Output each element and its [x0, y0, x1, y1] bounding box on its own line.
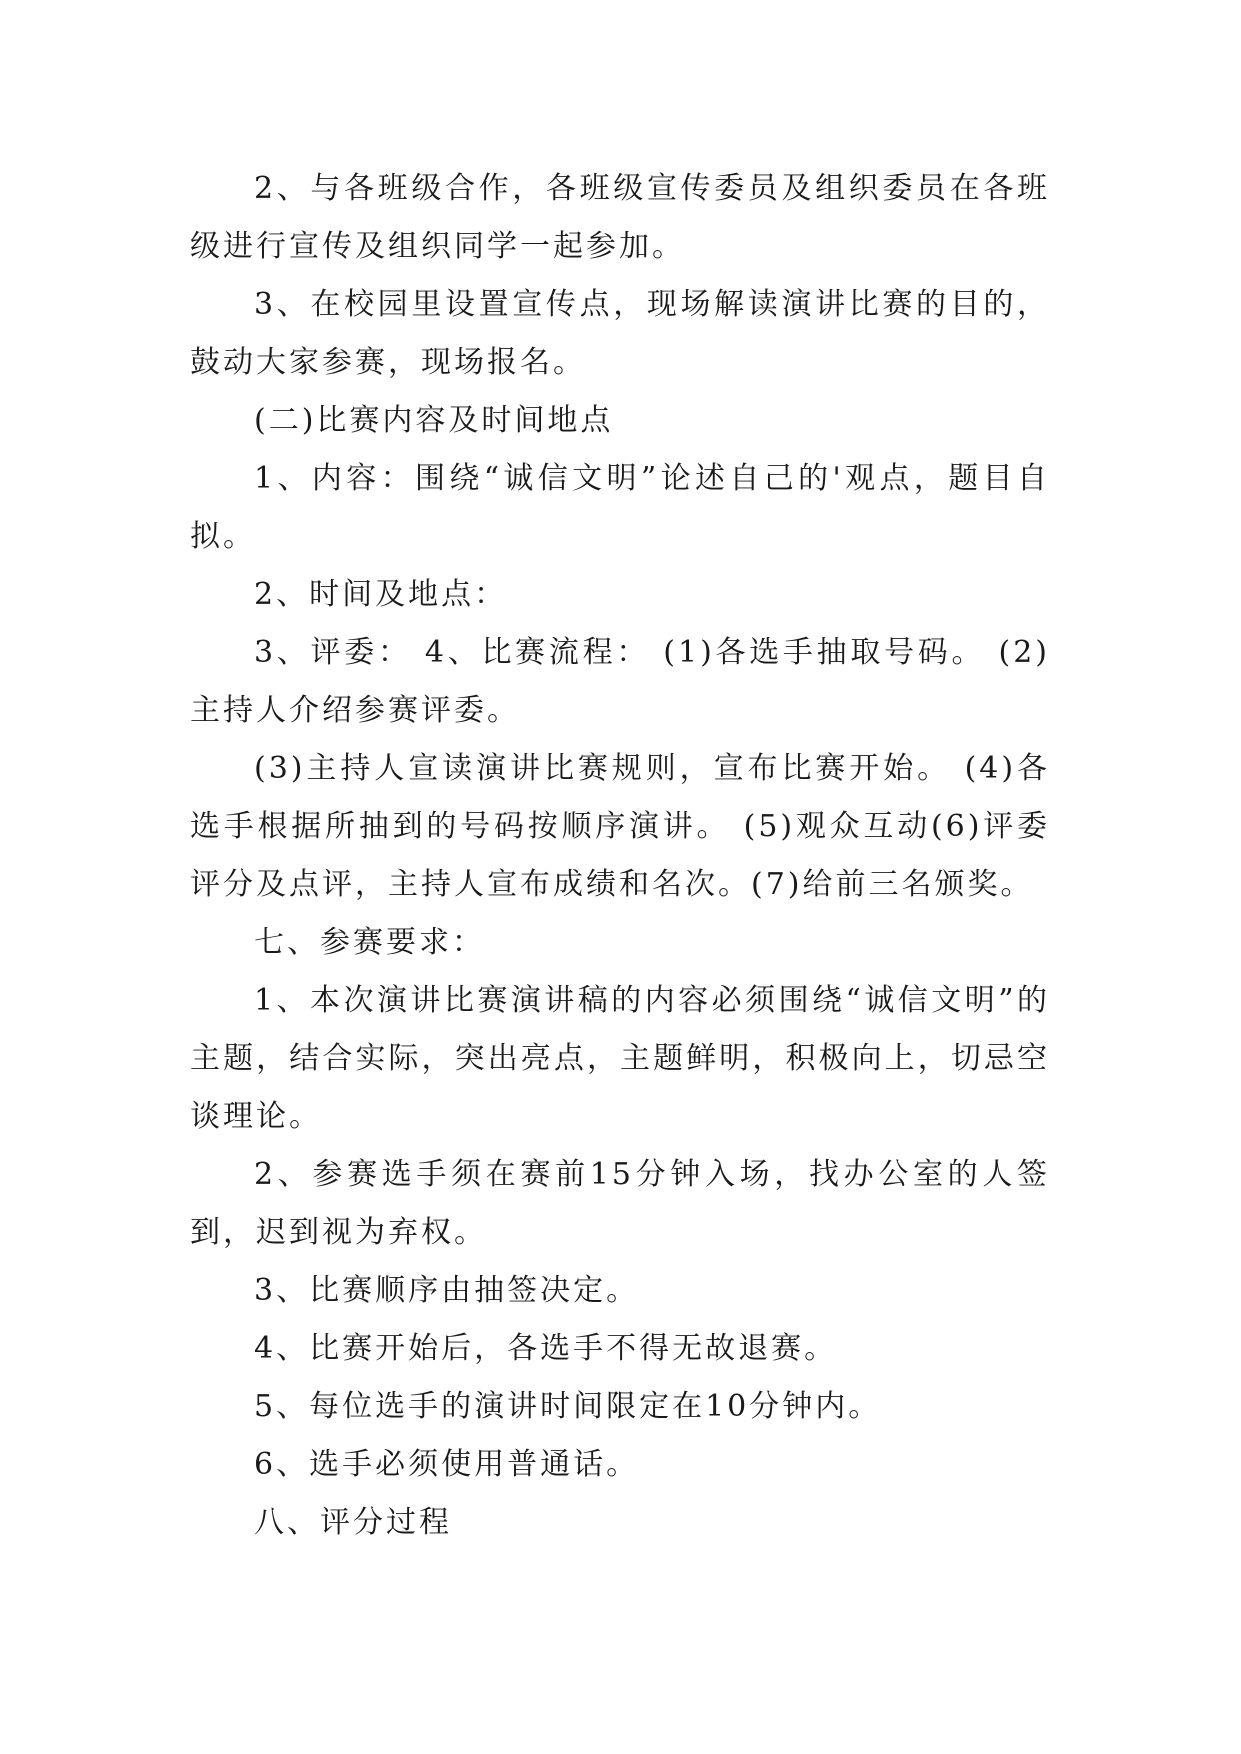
paragraph-process-steps: (3)主持人宣读演讲比赛规则，宣布比赛开始。 (4)各选手根据所抽到的号码按顺序演讲。 (5)观众互动(6)评委评分及点评，主持人宣布成绩和名次。(7)给前三名颁奖。: [190, 751, 1050, 902]
paragraph-requirement-2: 2、参赛选手须在赛前15分钟入场，找办公室的人签到，迟到视为弃权。: [190, 1157, 1050, 1250]
paragraph-requirement-1: 1、本次演讲比赛演讲稿的内容必须围绕“诚信文明”的主题，结合实际，突出亮点，主题鲜明，积极向上，切忌空谈理论。: [190, 983, 1050, 1134]
paragraph-requirement-4: 4、比赛开始后，各选手不得无故退赛。: [254, 1331, 838, 1366]
document-body: [190, 160, 1050, 1552]
paragraph-time-place: 2、时间及地点：: [254, 577, 508, 612]
paragraph-content: 1、内容：围绕“诚信文明”论述自己的'观点，题目自拟。: [190, 461, 1050, 554]
paragraph-requirement-5: 5、每位选手的演讲时间限定在10分钟内。: [254, 1389, 882, 1424]
paragraph-requirement-3: 3、比赛顺序由抽签决定。: [254, 1273, 640, 1308]
paragraph-judges-process: 3、评委： 4、比赛流程： (1)各选手抽取号码。 (2)主持人介绍参赛评委。: [190, 635, 1050, 728]
paragraph-promotion-classes: 2、与各班级合作，各班级宣传委员及组织委员在各班级进行宣传及组织同学一起参加。: [190, 171, 1050, 264]
paragraph-requirement-6: 6、选手必须使用普通话。: [254, 1447, 640, 1482]
section-heading-requirements: 七、参赛要求：: [254, 925, 485, 960]
section-heading-scoring: 八、评分过程: [254, 1505, 452, 1540]
section-heading-content-time-place: (二)比赛内容及时间地点: [254, 403, 614, 438]
paragraph-promotion-campus: 3、在校园里设置宣传点，现场解读演讲比赛的目的，鼓动大家参赛，现场报名。: [190, 287, 1050, 380]
